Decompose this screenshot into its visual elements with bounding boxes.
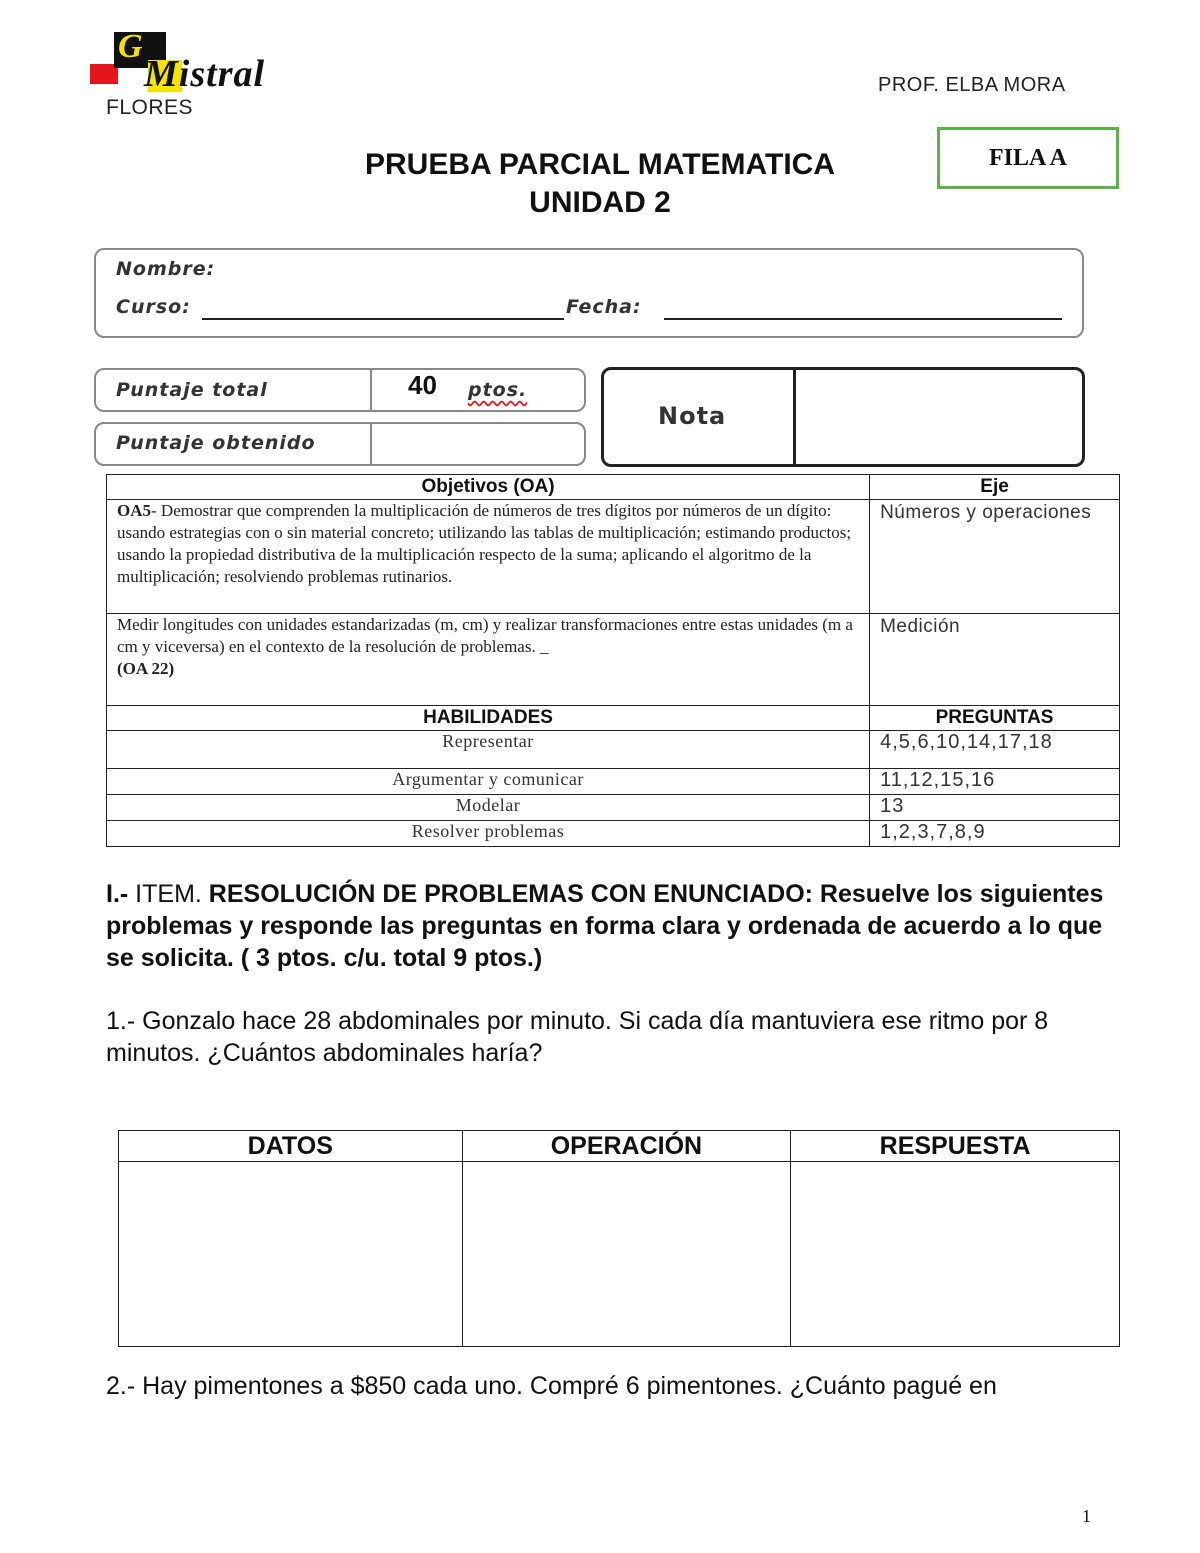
objective-text xyxy=(107,500,870,614)
question-1: 1.- Gonzalo hace 28 abdominales por minuto. Si cada día mantuviera ese ritmo por 8 minutos. ¿Cuántos abdominales haría? xyxy=(106,1007,1049,1067)
skill-name: Argumentar y comunicar xyxy=(107,769,870,795)
answer-cell[interactable] xyxy=(791,1162,1120,1347)
objective-description: Medir longitudes con unidades estandarizadas (m, cm) y realizar transformaciones entre estas unidades (m a cm y viceversa) en el contexto de la resolución de problemas. _ xyxy=(117,615,853,656)
skill-row xyxy=(107,769,1120,795)
skills-header-row xyxy=(107,706,1120,731)
title-line-1: PRUEBA PARCIAL MATEMATICA xyxy=(365,148,835,181)
skill-questions: 11,12,15,16 xyxy=(870,769,1120,795)
logo-wordmark: Mistral xyxy=(144,53,266,95)
skills-column-header: HABILIDADES xyxy=(107,706,870,731)
grade-divider xyxy=(793,370,796,464)
obtained-score-box xyxy=(94,422,586,466)
section-instructions: RESOLUCIÓN DE PROBLEMAS CON ENUNCIADO: Resuelve los siguientes problemas y responde las preguntas en forma clara y ordenada de acuerdo a lo que se solicita. ( 3 ptos. c/u. total 9 ptos.) xyxy=(106,880,1104,972)
grade-field[interactable] xyxy=(800,374,1076,462)
skill-name: Modelar xyxy=(107,795,870,821)
answer-row xyxy=(119,1162,1120,1347)
objectives-header-row xyxy=(107,475,1120,500)
school-logo xyxy=(90,30,310,120)
score-divider xyxy=(370,370,372,410)
section-number: I.- xyxy=(106,880,129,908)
objective-axis: Medición xyxy=(870,614,1120,706)
skill-row xyxy=(107,795,1120,821)
objective-row xyxy=(107,614,1120,706)
questions-column-header: PREGUNTAS xyxy=(870,706,1120,731)
total-score-label: Puntaje total xyxy=(116,379,268,401)
operation-cell[interactable] xyxy=(462,1162,791,1347)
grade-label: Nota xyxy=(658,402,727,430)
section-item-word: ITEM. xyxy=(135,880,202,908)
skill-questions: 13 xyxy=(870,795,1120,821)
total-score-value: 40 xyxy=(408,370,437,400)
objective-code: OA5 xyxy=(117,501,151,520)
objective-axis: Números y operaciones xyxy=(870,500,1120,614)
name-label: Nombre: xyxy=(116,258,216,280)
objective-text xyxy=(107,614,870,706)
score-divider xyxy=(370,424,372,464)
skill-name: Representar xyxy=(107,731,870,769)
question-2: 2.- Hay pimentones a $850 cada uno. Compré 6 pimentones. ¿Cuánto pagué en xyxy=(106,1372,997,1400)
logo-subtitle: FLORES xyxy=(106,96,194,119)
form-row-badge: FILA A xyxy=(937,127,1119,189)
objective-row xyxy=(107,500,1120,614)
obtained-score-field[interactable] xyxy=(374,426,580,462)
answer-column-header: RESPUESTA xyxy=(791,1131,1120,1162)
page-number: 1 xyxy=(1082,1506,1091,1526)
objective-description: - Demostrar que comprenden la multiplicación de números de tres dígitos por números de un dígito: usando estrategias con o sin material concreto; utilizando las tablas de multiplicación; estimando productos; usando la propiedad distributiva de la multiplicación respecto de la suma; aplicando el algoritmo de la multiplicación; resolviendo problemas rutinarios. xyxy=(117,501,852,586)
date-label: Fecha: xyxy=(566,296,642,318)
skill-row xyxy=(107,731,1120,769)
teacher-name: PROF. ELBA MORA xyxy=(878,74,1066,96)
title-line-2: UNIDAD 2 xyxy=(529,186,671,219)
data-column-header: DATOS xyxy=(119,1131,463,1162)
objectives-column-header: Objetivos (OA) xyxy=(107,475,870,500)
objective-code: (OA 22) xyxy=(117,659,175,678)
page-title xyxy=(300,146,900,222)
data-cell[interactable] xyxy=(119,1162,463,1347)
course-label: Curso: xyxy=(116,296,191,318)
skill-row xyxy=(107,821,1120,847)
name-field[interactable] xyxy=(226,256,1056,284)
grade-box xyxy=(601,367,1085,467)
objectives-table xyxy=(106,474,1120,847)
skill-name: Resolver problemas xyxy=(107,821,870,847)
axis-column-header: Eje xyxy=(870,475,1120,500)
course-field[interactable] xyxy=(202,318,564,320)
section-heading xyxy=(106,878,1106,974)
obtained-score-label: Puntaje obtenido xyxy=(116,432,316,454)
logo-letter: G xyxy=(118,28,143,65)
answer-table xyxy=(118,1130,1120,1347)
operation-column-header: OPERACIÓN xyxy=(462,1131,791,1162)
answer-header-row xyxy=(119,1131,1120,1162)
date-field[interactable] xyxy=(664,318,1062,320)
total-score-box xyxy=(94,368,586,412)
skill-questions: 1,2,3,7,8,9 xyxy=(870,821,1120,847)
skill-questions: 4,5,6,10,14,17,18 xyxy=(870,731,1120,769)
student-info-box xyxy=(94,248,1084,338)
total-score-unit: ptos. xyxy=(468,379,528,401)
